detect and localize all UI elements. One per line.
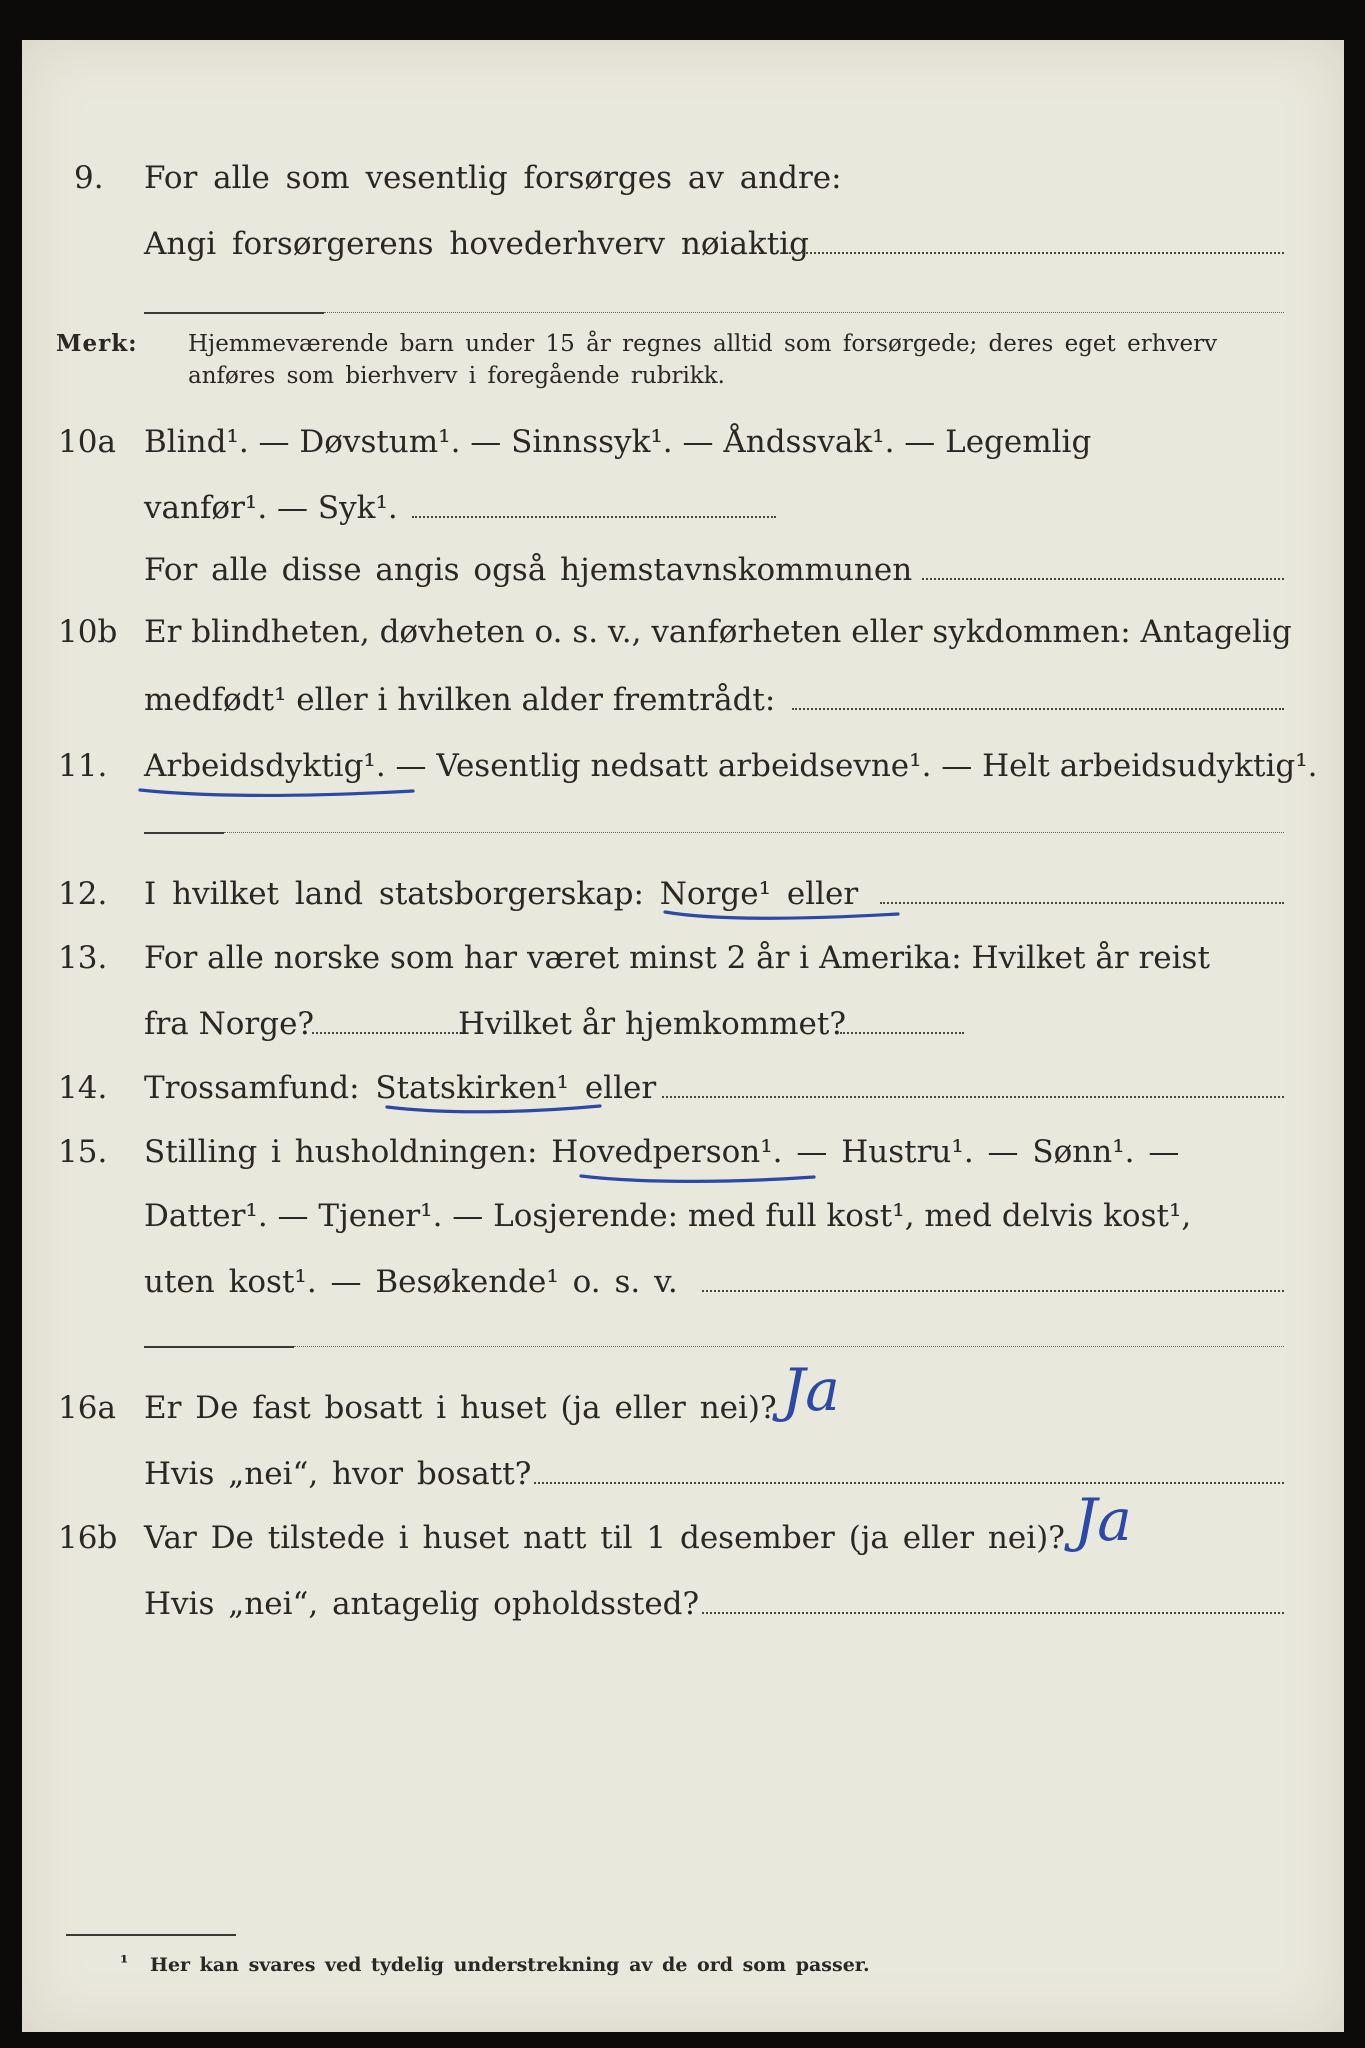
- q9-number: 9.: [74, 160, 104, 196]
- q13-returned-year-line[interactable]: [840, 1032, 964, 1034]
- q16a-where-answer-line[interactable]: [534, 1482, 1284, 1484]
- q16a-line2: Hvis „nei“, hvor bosatt?: [144, 1456, 532, 1492]
- merk-line1: Hjemmeværende barn under 15 år regnes alltid som forsørgede; deres eget erhverv: [188, 331, 1218, 357]
- q15-line1: Stilling i husholdningen: Hovedperson¹. — Hustru¹. — Sønn¹. —: [144, 1134, 1180, 1170]
- q10a-line2: vanfør¹. — Syk¹.: [144, 490, 398, 526]
- q10a-home-municipality-line[interactable]: [922, 578, 1284, 580]
- q16b-number: 16b: [58, 1520, 118, 1556]
- footnote-marker: ¹: [120, 1952, 129, 1974]
- q13-line2b: Hvilket år hjemkommet?: [458, 1006, 846, 1042]
- q16b-line2: Hvis „nei“, antagelig opholdssted?: [144, 1586, 700, 1622]
- q9-answer-line[interactable]: [789, 252, 1284, 254]
- q10a-line1: [144, 422, 1284, 462]
- q16b-line1: Var De tilstede i huset natt til 1 desember (ja eller nei)?: [144, 1520, 1065, 1556]
- q13-number: 13.: [58, 940, 108, 976]
- q12-number: 12.: [58, 876, 108, 912]
- merk-label: Merk:: [56, 330, 138, 357]
- q11-divider: [144, 832, 224, 834]
- q10a-number: 10a: [58, 424, 116, 460]
- q15-divider: [144, 1346, 294, 1348]
- q14-number: 14.: [58, 1070, 108, 1106]
- merk-line2: anføres som bierhverv i foregående rubrikk.: [188, 363, 725, 389]
- q13-line2a: fra Norge?: [144, 1006, 315, 1042]
- q9-divider: [144, 312, 324, 314]
- q14-religion-answer-line[interactable]: [662, 1096, 1284, 1098]
- q12-handwritten-underline: [662, 902, 902, 924]
- q13-line1: For alle norske som har været minst 2 år i Amerika: Hvilket år reist: [144, 940, 1210, 976]
- q9-line1: For alle som vesentlig forsørges av andre:: [144, 160, 842, 196]
- q11-second-line[interactable]: [224, 832, 1284, 833]
- footnote-text: Her kan svares ved tydelig understrekning av de ord som passer.: [150, 1954, 870, 1976]
- q15-line3: uten kost¹. — Besøkende¹ o. s. v.: [144, 1264, 678, 1300]
- q12-country-answer-line[interactable]: [880, 902, 1284, 904]
- q10a-sick-answer-line[interactable]: [412, 516, 776, 518]
- q9-line2: Angi forsørgerens hovederhverv nøiaktig: [144, 226, 809, 262]
- q15-number: 15.: [58, 1134, 108, 1170]
- q14-handwritten-underline: [384, 1096, 604, 1118]
- q15-line2: Datter¹. — Tjener¹. — Losjerende: med full kost¹, med delvis kost¹,: [144, 1198, 1192, 1234]
- q16b-handwritten-answer: Ja: [1074, 1486, 1132, 1554]
- q11-handwritten-underline: [137, 778, 417, 800]
- q15-handwritten-underline: [578, 1166, 818, 1188]
- q16a-number: 16a: [58, 1390, 116, 1426]
- footnote-rule: [66, 1934, 236, 1936]
- q16a-line1: Er De fast bosatt i huset (ja eller nei)?: [144, 1390, 777, 1426]
- q14-line1: Trossamfund: Statskirken¹ eller: [144, 1070, 657, 1106]
- q13-emigrated-year-line[interactable]: [312, 1032, 462, 1034]
- q15-answer-line[interactable]: [702, 1290, 1284, 1292]
- q10b-line2: medfødt¹ eller i hvilken alder fremtrådt:: [144, 682, 776, 718]
- q10a-line1-text: Blind¹. — Døvstum¹. — Sinnssyk¹. — Åndssvak¹. — Legemlig: [144, 424, 1092, 460]
- q10b-number: 10b: [58, 614, 118, 650]
- q11-number: 11.: [58, 748, 108, 784]
- q15-second-line[interactable]: [294, 1346, 1284, 1347]
- q9-second-line[interactable]: [324, 312, 1284, 313]
- census-form-page: [22, 40, 1344, 2032]
- q10b-line1: Er blindheten, døvheten o. s. v., vanførheten eller sykdommen: Antagelig: [144, 614, 1292, 650]
- q12-line1: I hvilket land statsborgerskap: Norge¹ eller: [144, 876, 859, 912]
- q16a-handwritten-answer: Ja: [782, 1356, 840, 1424]
- q11-line1: Arbeidsdyktig¹. — Vesentlig nedsatt arbeidsevne¹. — Helt arbeidsudyktig¹.: [144, 748, 1318, 784]
- q16b-whereabouts-answer-line[interactable]: [702, 1612, 1284, 1614]
- q10a-line3: For alle disse angis også hjemstavnskommunen: [144, 552, 913, 588]
- q10b-answer-line[interactable]: [792, 708, 1284, 710]
